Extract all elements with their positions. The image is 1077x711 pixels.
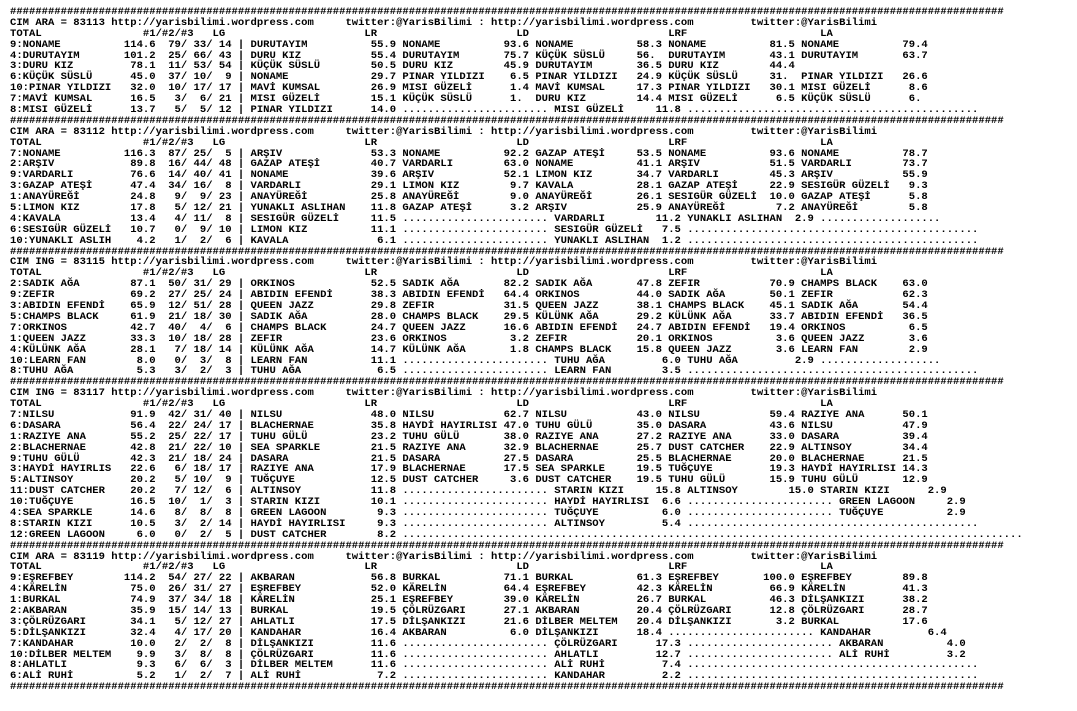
separator-line: ############################################################################################################################################################# bbox=[10, 376, 1004, 389]
results-row: 4:KÄRELİN 75.0 26/ 31/ 27 | EŞREFBEY 52.0 KÄRELİN 64.4 EŞREFBEY 42.3 KÄRELİN 66.9 KÄRELİN 41.3 bbox=[10, 583, 928, 596]
results-row: 2:AKBARAN 35.9 15/ 14/ 13 | BURKAL 19.5 ÇÖLRÜZGARI 27.1 AKBARAN 20.4 ÇÖLRÜZGARI 12.8 ÇÖLRÜZGARI 28.7 bbox=[10, 604, 928, 617]
results-row: 4:KÜLÜNK AĞA 28.1 7/ 18/ 14 | KÜLÜNK AĞA 14.7 KÜLÜNK AĞA 1.8 CHAMPS BLACK 15.8 QUEEN JAZZ 3.6 LEARN FAN 2.9 bbox=[10, 343, 928, 356]
results-row: 9:EŞREFBEY 114.2 54/ 27/ 22 | AKBARAN 56.8 BURKAL 71.1 BURKAL 61.3 EŞREFBEY 100.0 EŞREFBEY 89.8 bbox=[10, 572, 928, 585]
race-header: CIM ARA = 83113 http://yarisbilimi.wordpress.com twitter:@YarisBilimi : http://yarisbilimi.wordpress.com twitter:@YarisBilimi bbox=[10, 16, 878, 29]
results-row: 4:SEA SPARKLE 14.6 8/ 8/ 8 | GREEN LAGOON 9.3 ....................... TUĞÇUYE 6.0 ....................... TUĞÇUYE 2.9 bbox=[10, 506, 966, 519]
results-row: 9:ZEFIR 69.2 27/ 25/ 24 | ABIDIN EFENDİ 38.3 ABIDIN EFENDİ 64.4 ORKINOS 44.0 SADIK AĞA 50.1 ZEFIR 62.3 bbox=[10, 289, 928, 302]
results-row: 6:DASARA 56.4 22/ 24/ 17 | BLACHERNAE 35.8 HAYDİ HAYIRLISI 47.0 TUHU GÜLÜ 35.0 DASARA 43.6 NILSU 47.9 bbox=[10, 419, 928, 432]
results-row: 2:SADIK AĞA 87.1 50/ 31/ 29 | ORKINOS 52.5 SADIK AĞA 82.2 SADIK AĞA 47.8 ZEFIR 70.9 CHAMPS BLACK 63.0 bbox=[10, 278, 928, 291]
results-row: 8:TUHU AĞA 5.3 3/ 2/ 3 | TUHU AĞA 6.5 ....................... LEARN FAN 3.5 .............................................. bbox=[10, 365, 979, 378]
results-row: 5:CHAMPS BLACK 61.9 21/ 18/ 30 | SADIK AĞA 28.0 CHAMPS BLACK 29.5 KÜLÜNK AĞA 29.2 KÜLÜNK AĞA 33.7 ABIDIN EFENDİ 36.5 bbox=[10, 310, 928, 323]
results-row: 3:ÇÖLRÜZGARI 34.1 5/ 12/ 27 | AHLATLI 17.5 DİLŞANKIZI 21.6 DİLBER MELTEM 20.4 DİLŞANKIZI 3.2 BURKAL 17.6 bbox=[10, 615, 928, 628]
results-row: 1:ANAYÜREĞİ 24.8 9/ 9/ 23 | ANAYÜREĞİ 25.8 ANAYÜREĞİ 9.0 ANAYÜREĞİ 26.1 SESIGÜR GÜZELİ 10.0 GAZAP ATEŞİ 5.8 bbox=[10, 191, 928, 204]
results-row: 1:QUEEN JAZZ 33.3 10/ 18/ 28 | ZEFIR 23.6 ORKINOS 3.2 ZEFIR 20.1 ORKINOS 3.6 QUEEN JAZZ 3.6 bbox=[10, 332, 928, 345]
results-row: 3:ABIDIN EFENDİ 65.9 12/ 51/ 28 | QUEEN JAZZ 29.8 ZEFIR 31.5 QUEEN JAZZ 38.1 CHAMPS BLACK 45.1 SADIK AĞA 54.4 bbox=[10, 300, 928, 313]
race-header: CIM ING = 83115 http://yarisbilimi.wordpress.com twitter:@YarisBilimi : http://yarisbilimi.wordpress.com twitter:@YarisBilimi bbox=[10, 256, 878, 269]
results-row: 7:KANDAHAR 10.0 2/ 2/ 8 | DİLŞANKIZI 11.6 ....................... ÇÖLRÜZGARI 17.3 ....................... AKBARAN 4.0 bbox=[10, 637, 966, 650]
results-row: 9:VARDARLI 76.6 14/ 40/ 41 | NONAME 39.6 ARŞIV 52.1 LIMON KIZ 34.7 VARDARLI 45.3 ARŞIV 55.9 bbox=[10, 169, 928, 182]
results-row: 10:LEARN FAN 8.0 0/ 3/ 8 | LEARN FAN 11.1 ....................... TUHU AĞA 6.0 TUHU AĞA 2.9 ................... bbox=[10, 354, 941, 367]
results-row: 11:DUST CATCHER 20.2 7/ 12/ 6 | ALTINSOY 11.8 ....................... STARIN KIZI 15.8 ALTINSOY 15.0 STARIN KIZI 2.9 bbox=[10, 485, 947, 498]
separator-line: ############################################################################################################################################################# bbox=[10, 6, 1004, 18]
results-row: 5:LIMON KIZ 17.8 5/ 12/ 21 | YUNAKLI ASLIHAN 11.8 GAZAP ATEŞİ 3.2 ARŞIV 25.9 ANAYÜREĞİ 7.2 ANAYÜREĞİ 5.8 bbox=[10, 202, 928, 215]
results-row: 6:KÜÇÜK SÜSLÜ 45.0 37/ 10/ 9 | NONAME 29.7 PINAR YILDIZI 6.5 PINAR YILDIZI 24.9 KÜÇÜK SÜSLÜ 31. PINAR YILDIZI 26.6 bbox=[10, 71, 928, 84]
results-row: 4:KAVALA 13.4 4/ 11/ 8 | SESIGÜR GÜZELİ 11.5 ....................... VARDARLI 11.2 YUNAKLI ASLIHAN 2.9 ................... bbox=[10, 212, 941, 225]
results-row: 1:BURKAL 74.9 37/ 34/ 18 | KÄRELİN 25.1 EŞREFBEY 39.0 KÄRELİN 26.7 BURKAL 46.3 DİLŞANKIZI 38.2 bbox=[10, 594, 928, 607]
results-row: 9:TUHU GÜLÜ 42.3 21/ 18/ 24 | DASARA 21.5 DASARA 27.5 DASARA 25.5 BLACHERNAE 20.0 BLACHERNAE 21.5 bbox=[10, 452, 928, 465]
results-row: 1:RAZIYE ANA 55.2 25/ 22/ 17 | TUHU GÜLÜ 23.2 TUHU GÜLÜ 38.0 RAZIYE ANA 27.2 RAZIYE ANA 33.0 DASARA 39.4 bbox=[10, 430, 928, 443]
column-header: TOTAL #1/#2/#3 LG LR LD LRF LA bbox=[10, 561, 833, 574]
results-row: 8:AHLATLI 9.3 6/ 6/ 3 | DİLBER MELTEM 11.6 ....................... ALİ RUHİ 7.4 .............................................. bbox=[10, 659, 979, 672]
separator-line: ############################################################################################################################################################# bbox=[10, 539, 1004, 552]
separator-line: ############################################################################################################################################################# bbox=[10, 681, 1004, 694]
race-header: CIM ARA = 83119 http://yarisbilimi.wordpress.com twitter:@YarisBilimi : http://yarisbilimi.wordpress.com twitter:@YarisBilimi bbox=[10, 550, 878, 563]
results-row: 10:DİLBER MELTEM 9.9 3/ 8/ 8 | ÇÖLRÜZGARI 11.6 ....................... AHLATLI 12.7 ....................... ALİ RUHİ 3.2 bbox=[10, 648, 966, 661]
results-row: 8:MISI GÜZELİ 13.7 5/ 5/ 12 | PINAR YILDIZI 14.0 ....................... MISI GÜZELİ 11.8 .............................................. bbox=[10, 104, 979, 117]
results-row: 3:DURU KIZ 78.1 11/ 53/ 54 | KÜÇÜK SÜSLÜ 50.5 DURU KIZ 45.9 DURUTAYIM 36.5 DURU KIZ 44.4 bbox=[10, 60, 795, 73]
results-row: 4:DURUTAYIM 101.2 25/ 66/ 43 | DURU KIZ 55.4 DURUTAYIM 75.7 KÜÇÜK SÜSLÜ 56. DURUTAYIM 43.1 DURUTAYIM 63.7 bbox=[10, 49, 928, 62]
results-row: 5:ALTINSOY 20.2 5/ 10/ 9 | TUĞÇUYE 12.5 DUST CATCHER 3.6 DUST CATCHER 19.5 TUHU GÜLÜ 15.9 TUHU GÜLÜ 12.9 bbox=[10, 474, 928, 487]
results-row: 5:DİLŞANKIZI 32.4 4/ 17/ 20 | KANDAHAR 16.4 AKBARAN 6.0 DİLŞANKIZI 18.4 ....................... KANDAHAR 6.4 bbox=[10, 626, 947, 639]
column-header: TOTAL #1/#2/#3 LG LR LD LRF LA bbox=[10, 398, 833, 411]
results-row: 6:ALİ RUHİ 5.2 1/ 2/ 7 | ALİ RUHİ 7.2 ....................... KANDAHAR 2.2 .............................................. bbox=[10, 670, 979, 683]
results-row: 7:NONAME 116.3 87/ 25/ 5 | ARŞIV 53.3 NONAME 92.2 GAZAP ATEŞİ 53.5 NONAME 93.6 NONAME 78.7 bbox=[10, 147, 928, 160]
results-row: 9:NONAME 114.6 79/ 33/ 14 | DURUTAYIM 55.9 NONAME 93.6 NONAME 58.3 NONAME 81.5 NONAME 79.4 bbox=[10, 38, 928, 51]
separator-line: ############################################################################################################################################################# bbox=[10, 245, 1004, 258]
results-row: 7:MAVİ KUMSAL 16.5 3/ 6/ 21 | MISI GÜZELİ 15.1 KÜÇÜK SÜSLÜ 1. DURU KIZ 14.4 MISI GÜZELİ 6.5 KÜÇÜK SÜSLÜ 6. bbox=[10, 93, 922, 106]
results-row: 7:ORKINOS 42.7 40/ 4/ 6 | CHAMPS BLACK 24.7 QUEEN JAZZ 16.6 ABIDIN EFENDİ 24.7 ABIDIN EFENDİ 19.4 ORKINOS 6.5 bbox=[10, 321, 928, 334]
column-header: TOTAL #1/#2/#3 LG LR LD LRF LA bbox=[10, 267, 833, 280]
results-row: 3:HAYDİ HAYIRLIS 22.6 6/ 18/ 17 | RAZIYE ANA 17.9 BLACHERNAE 17.5 SEA SPARKLE 19.5 TUĞÇUYE 19.3 HAYDİ HAYIRLISI 14.3 bbox=[10, 463, 928, 476]
results-row: 6:SESIGÜR GÜZELİ 10.7 0/ 9/ 10 | LIMON KIZ 11.1 ....................... SESIGÜR GÜZELİ 7.5 .............................................. bbox=[10, 223, 979, 236]
race-header: CIM ING = 83117 http://yarisbilimi.wordpress.com twitter:@YarisBilimi : http://yarisbilimi.wordpress.com twitter:@YarisBilimi bbox=[10, 387, 878, 400]
separator-line: ############################################################################################################################################################# bbox=[10, 114, 1004, 127]
results-row: 12:GREEN LAGOON 6.0 0/ 2/ 5 | DUST CATCHER 8.2 .................................................................................................. bbox=[10, 528, 1023, 541]
column-header: TOTAL #1/#2/#3 LG LR LD LRF LA bbox=[10, 27, 833, 40]
results-row: 10:PINAR YILDIZI 32.0 10/ 17/ 17 | MAVİ KUMSAL 26.9 MISI GÜZELİ 1.4 MAVİ KUMSAL 17.3 PINAR YILDIZI 30.1 MISI GÜZELİ 8.6 bbox=[10, 82, 928, 95]
results-row: 2:ARŞIV 89.8 16/ 44/ 48 | GAZAP ATEŞİ 40.7 VARDARLI 63.0 NONAME 41.1 ARŞIV 51.5 VARDARLI 73.7 bbox=[10, 158, 928, 171]
results-row: 8:STARIN KIZI 10.5 3/ 2/ 14 | HAYDİ HAYIRLISI 9.3 ....................... ALTINSOY 5.4 .............................................. bbox=[10, 517, 979, 530]
results-row: 10:YUNAKLI ASLIH 4.2 1/ 2/ 6 | KAVALA 6.1 ....................... YUNAKLI ASLIHAN 1.2 .............................................. bbox=[10, 234, 979, 247]
results-row: 10:TUĞÇUYE 16.5 10/ 1/ 3 | STARIN KIZI 10.1 ....................... HAYDİ HAYIRLISI 6.6 ....................... GREEN LAGOON 2.9 bbox=[10, 496, 966, 509]
results-row: 2:BLACHERNAE 42.8 21/ 22/ 10 | SEA SPARKLE 21.5 RAZIYE ANA 32.9 BLACHERNAE 25.7 DUST CATCHER 22.9 ALTINSOY 34.4 bbox=[10, 441, 928, 454]
race-header: CIM ARA = 83112 http://yarisbilimi.wordpress.com twitter:@YarisBilimi : http://yarisbilimi.wordpress.com twitter:@YarisBilimi bbox=[10, 125, 878, 138]
column-header: TOTAL #1/#2/#3 LG LR LD LRF LA bbox=[10, 136, 833, 149]
results-row: 3:GAZAP ATEŞİ 47.4 34/ 16/ 8 | VARDARLI 29.1 LIMON KIZ 9.7 KAVALA 28.1 GAZAP ATEŞİ 22.9 SESIGÜR GÜZELİ 9.3 bbox=[10, 180, 928, 193]
results-row: 7:NILSU 91.9 42/ 31/ 40 | NILSU 48.0 NILSU 62.7 NILSU 43.0 NILSU 59.4 RAZIYE ANA 50.1 bbox=[10, 408, 928, 421]
